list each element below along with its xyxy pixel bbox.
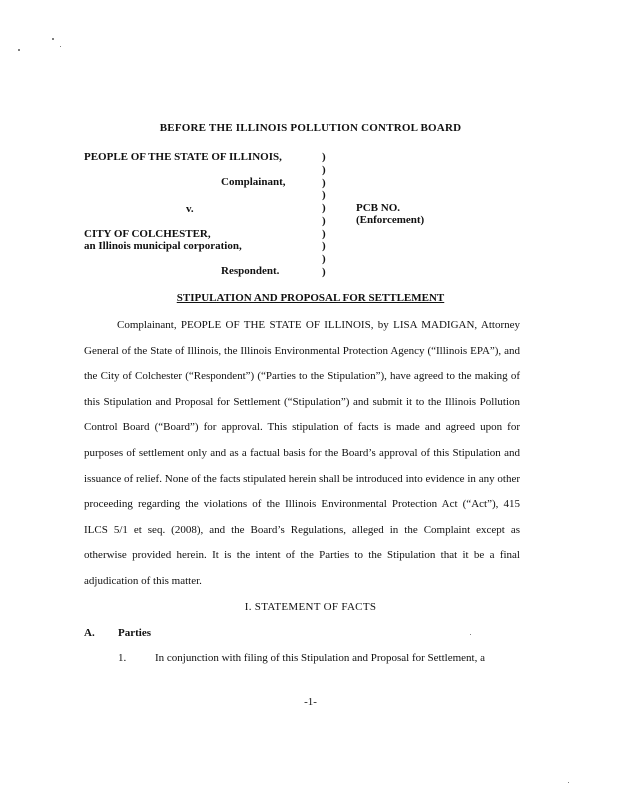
subsection-letter: A. [84,627,95,639]
item-text: In conjunction with filing of this Stipulation and Proposal for Settlement, a [155,652,485,664]
caption-paren: ) [322,266,326,278]
scan-speck [18,49,20,51]
caption-paren: ) [322,151,326,163]
caption-paren: ) [322,228,326,240]
caption-defendant: CITY OF COLCHESTER, [84,228,211,240]
docket-number-label: PCB NO. [356,202,400,214]
caption-paren: ) [322,253,326,265]
caption-paren: ) [322,177,326,189]
docket-type: (Enforcement) [356,214,425,226]
caption-paren: ) [322,240,326,252]
scan-speck [568,782,569,783]
court-title: BEFORE THE ILLINOIS POLLUTION CONTROL BOARD [159,122,462,134]
subsection-title: Parties [118,627,151,639]
scan-speck [470,634,471,635]
document-title: STIPULATION AND PROPOSAL FOR SETTLEMENT [176,292,445,304]
caption-defendant-role: Respondent. [221,265,280,277]
caption-versus: v. [186,203,194,215]
caption-plaintiff-role: Complainant, [221,176,286,188]
scan-speck [60,46,61,47]
caption-paren: ) [322,215,326,227]
caption-defendant-description: an Illinois municipal corporation, [84,240,242,252]
page-number: -1- [304,696,317,708]
item-number: 1. [118,652,127,664]
intro-paragraph: Complainant, PEOPLE OF THE STATE OF ILLINOIS, by LISA MADIGAN, Attorney General of the State of Illinois, the Illinois Environmental Protection Agency (“Illinois EPA”), and the City of Colchester (“Respondent”) (“Parties to the Stipulation”), have agreed to the making of this Stipulation and Proposal for Settlement (“Stipulation”) and submit it to the Illinois Pollution Control Board (“Board”) for approval. This stipulation of facts is made and agreed upon for purposes of settlement only and as a factual basis for the Board’s approval of this Stipulation and issuance of relief. None of the facts stipulated herein shall be introduced into evidence in any other proceeding regarding the violations of the Illinois Environmental Protection Act (“Act”), 415 ILCS 5/1 et seq. (2008), and the Board’s Regulations, alleged in the Complaint except as otherwise provided herein. It is the intent of the Parties to the Stipulation that it be a final adjudication of this matter. [84,319,520,587]
caption-paren: ) [322,189,326,201]
caption-plaintiff: PEOPLE OF THE STATE OF ILLINOIS, [84,151,282,163]
section-heading: I. STATEMENT OF FACTS [244,601,377,613]
caption-paren: ) [322,164,326,176]
scan-speck [52,38,54,40]
caption-paren: ) [322,202,326,214]
